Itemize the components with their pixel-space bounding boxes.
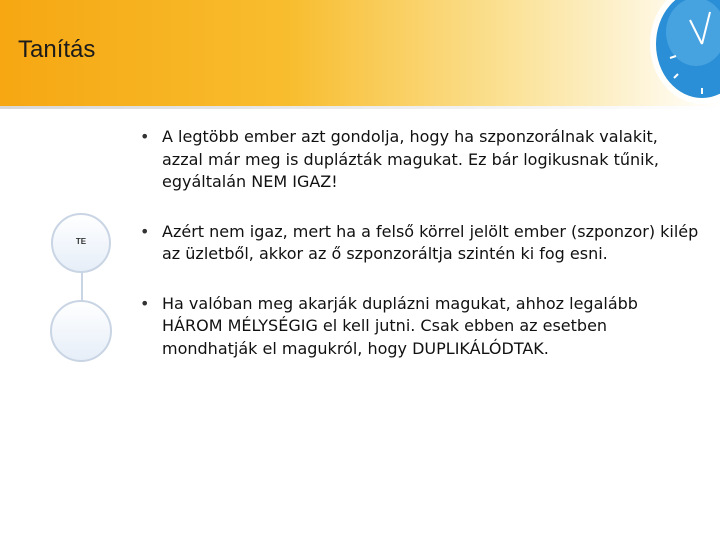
clock-icon	[640, 0, 720, 106]
bullet-list	[140, 126, 700, 360]
sponsor-circle	[51, 213, 111, 273]
sponsored-circle	[50, 300, 112, 362]
bullet-item: • Ha valóban meg akarják duplázni magukat, ahhoz legalább HÁROM MÉLYSÉGIG el kell jutni. Csak ebben az esetben mondhatják el magukról, hogy DUPLIKÁLÓDTAK.	[140, 293, 700, 361]
bullet-item: • A legtöbb ember azt gondolja, hogy ha szponzorálnak valakit, azzal már meg is duplázták magukat. Ez bár logikusnak tűnik, egyáltalán NEM IGAZ!	[140, 126, 700, 194]
header-divider	[0, 106, 720, 109]
diagram-connector	[81, 272, 83, 302]
circle-label-te: TE	[75, 237, 87, 246]
bullet-item: • Azért nem igaz, mert ha a felső körrel jelölt ember (szponzor) kilép az üzletből, akkor az ő szponzoráltja szintén ki fog esni.	[140, 221, 700, 266]
header-bar	[0, 0, 720, 106]
slide-title: Tanítás	[18, 36, 96, 63]
sponsor-diagram	[46, 208, 118, 364]
